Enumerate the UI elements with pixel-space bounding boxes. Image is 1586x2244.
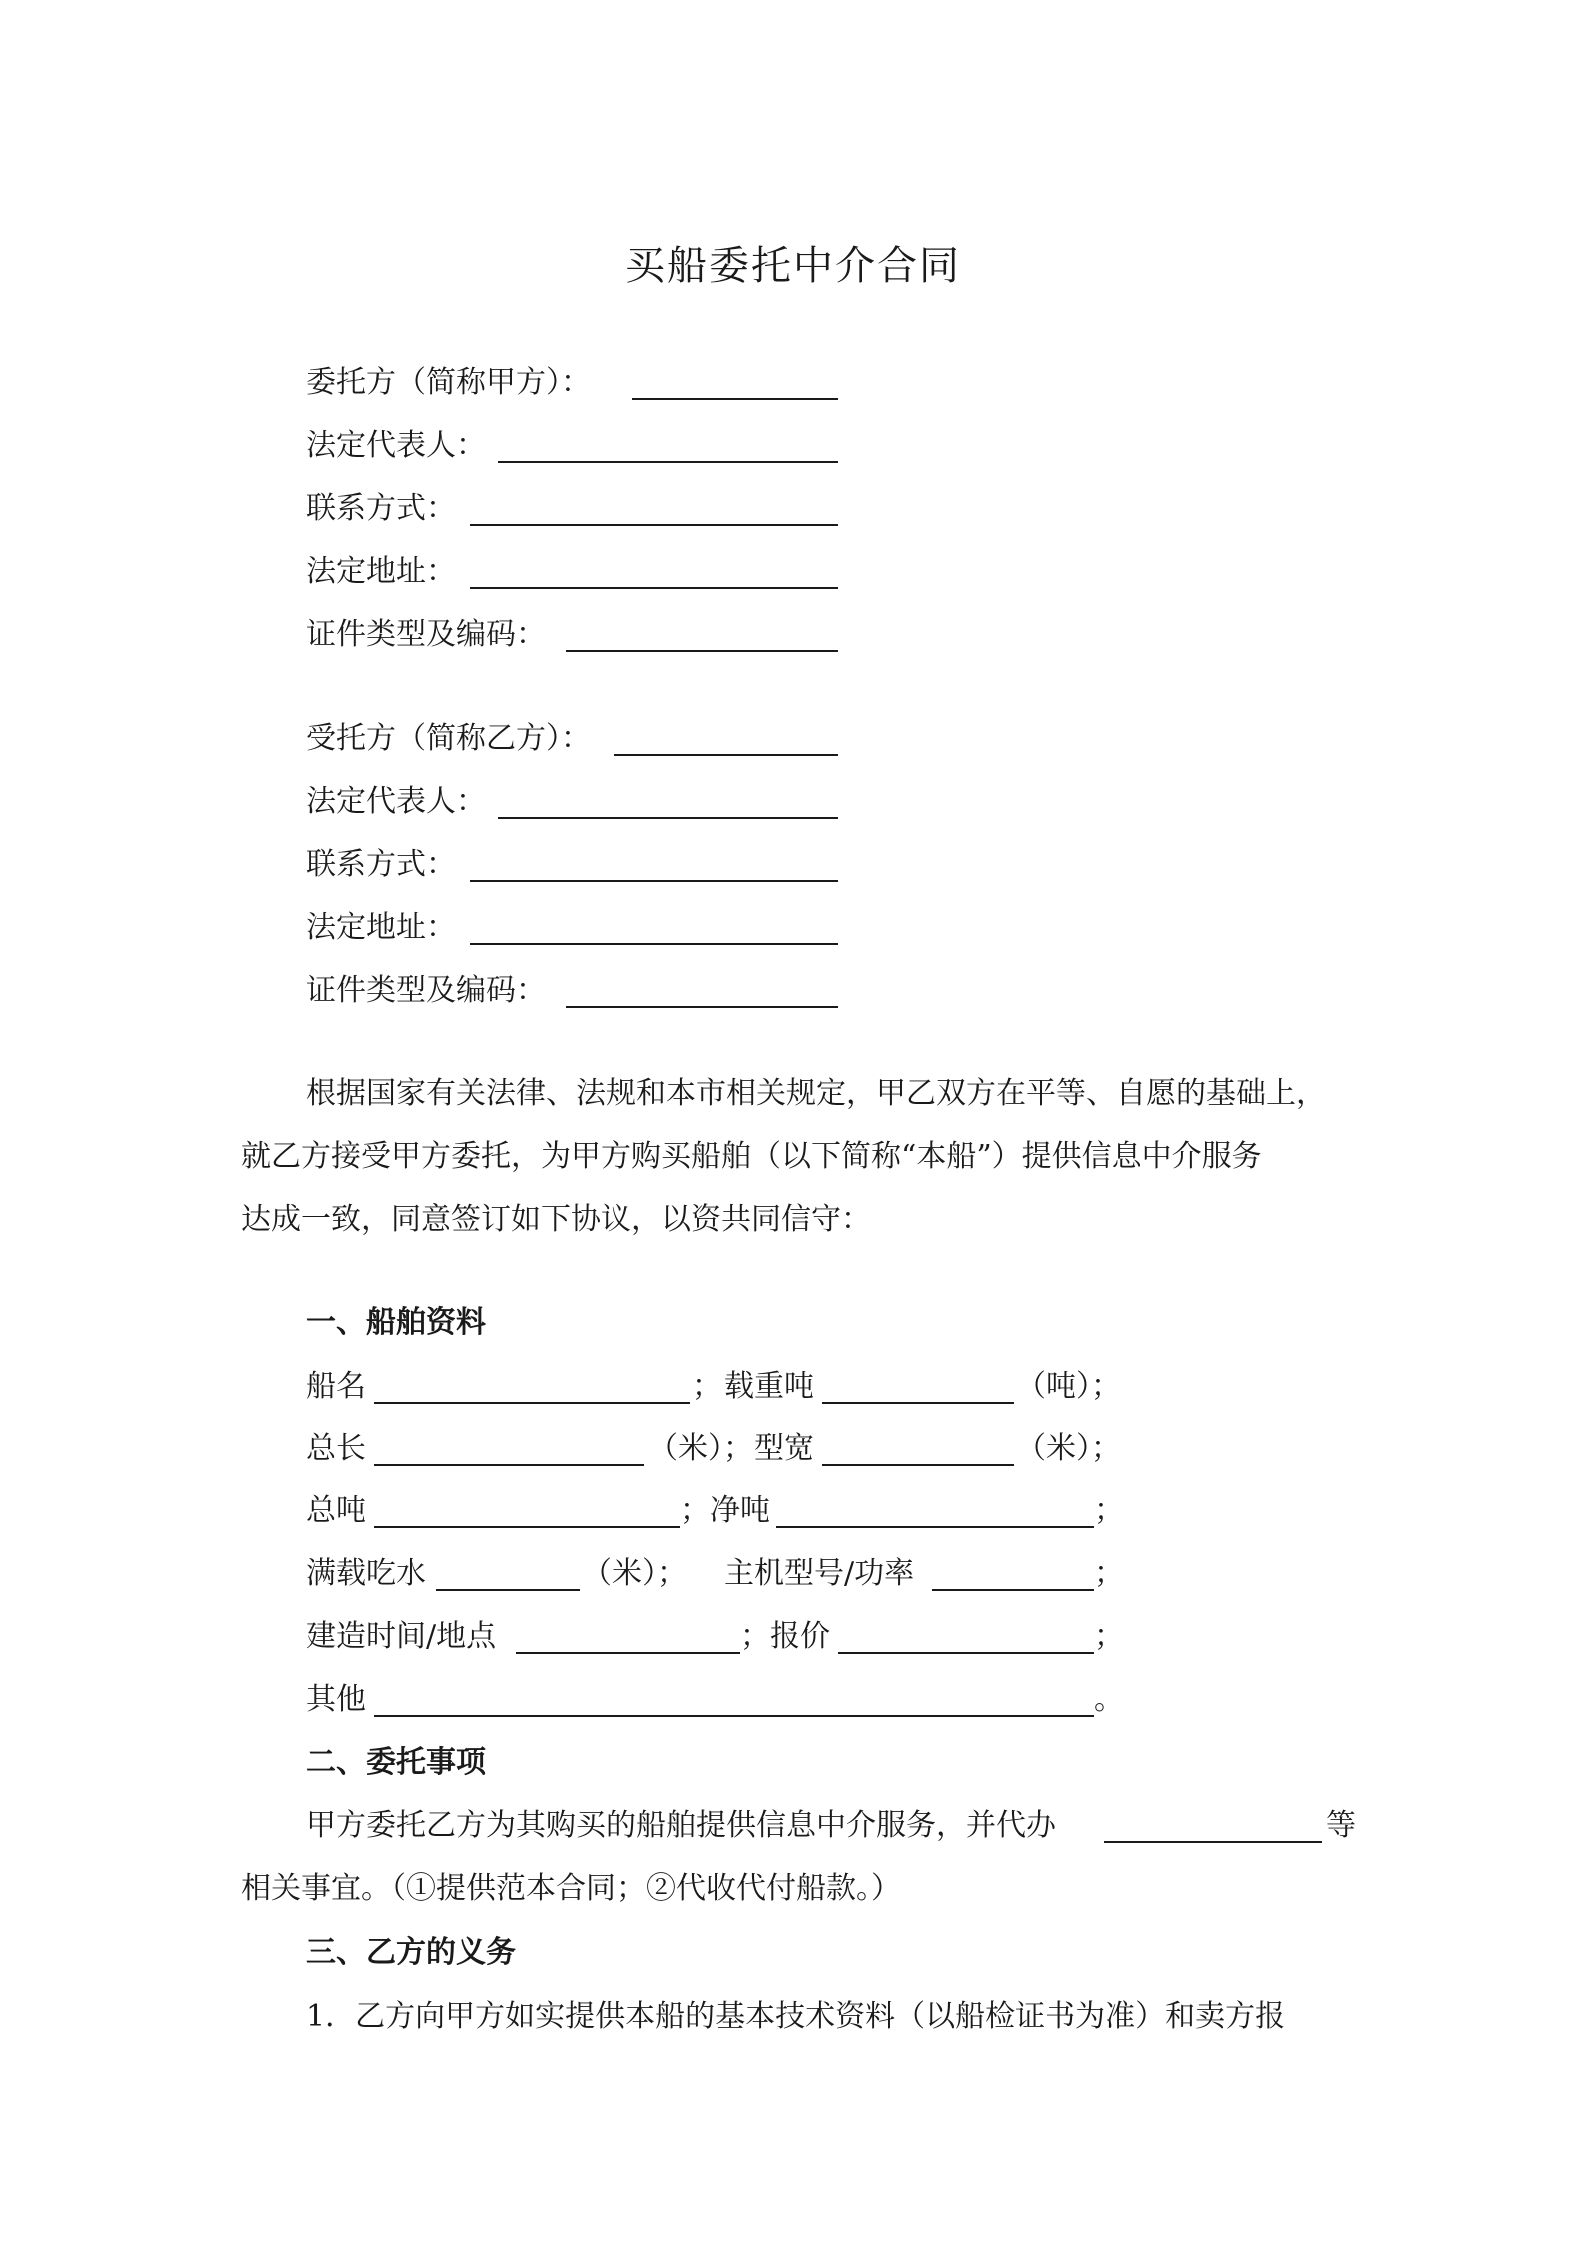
party-a-label: 委托方（简称甲方）： (306, 365, 591, 400)
loa-label: 总长 (306, 1431, 366, 1466)
other-blank[interactable] (374, 1715, 1094, 1717)
section-1-heading: 一、船舶资料 (306, 1305, 486, 1340)
sep-1: ； (692, 1369, 722, 1404)
beam-unit: （米）； (1016, 1431, 1121, 1466)
nt-label: 净吨 (710, 1493, 770, 1528)
preamble-line-3: 达成一致，同意签订如下协议，以资共同信守： (241, 1202, 871, 1237)
built-blank[interactable] (516, 1652, 740, 1654)
engine-end: ； (1094, 1556, 1124, 1591)
section-3-item-1: 1．乙方向甲方如实提供本船的基本技术资料（以船检证书为准）和卖方报 (306, 1999, 1286, 2034)
party-a-id-label: 证件类型及编码： (306, 617, 546, 652)
party-a-address-blank[interactable] (470, 587, 838, 589)
sep-3: ； (740, 1619, 770, 1654)
loa-unit: （米）； (648, 1431, 753, 1466)
sep-2: ； (680, 1493, 710, 1528)
draft-blank[interactable] (436, 1589, 580, 1591)
other-label: 其他 (306, 1682, 366, 1717)
party-b-id-blank[interactable] (566, 1006, 838, 1008)
section-2-line-1: 甲方委托乙方为其购买的船舶提供信息中介服务，并代办 (306, 1808, 1056, 1843)
section-2-line-1-end: 等 (1326, 1808, 1356, 1843)
document-title: 买船委托中介合同 (625, 243, 961, 289)
section-3-heading: 三、乙方的义务 (306, 1935, 516, 1970)
nt-blank[interactable] (776, 1526, 1094, 1528)
price-end: ； (1094, 1619, 1124, 1654)
party-a-rep-label: 法定代表人： (306, 428, 486, 463)
beam-label: 型宽 (754, 1431, 814, 1466)
party-b-contact-blank[interactable] (470, 880, 838, 882)
section-2-blank[interactable] (1104, 1841, 1322, 1843)
party-b-blank[interactable] (614, 754, 838, 756)
draft-unit: （米）； (582, 1556, 687, 1591)
party-a-rep-blank[interactable] (498, 461, 838, 463)
party-a-contact-label: 联系方式： (306, 491, 456, 526)
preamble-line-2: 就乙方接受甲方委托，为甲方购买船舶（以下简称“本船”）提供信息中介服务 (241, 1139, 1262, 1174)
party-b-contact-label: 联系方式： (306, 847, 456, 882)
party-b-address-blank[interactable] (470, 943, 838, 945)
beam-blank[interactable] (822, 1464, 1014, 1466)
engine-label: 主机型号/功率 (724, 1556, 915, 1591)
loa-blank[interactable] (374, 1464, 644, 1466)
draft-label: 满载吃水 (306, 1556, 426, 1591)
price-blank[interactable] (838, 1652, 1094, 1654)
preamble-line-1: 根据国家有关法律、法规和本市相关规定，甲乙双方在平等、自愿的基础上， (306, 1076, 1326, 1111)
party-a-blank[interactable] (632, 398, 838, 400)
party-b-id-label: 证件类型及编码： (306, 973, 546, 1008)
party-b-label: 受托方（简称乙方）： (306, 721, 591, 756)
engine-blank[interactable] (932, 1589, 1094, 1591)
party-a-contact-blank[interactable] (470, 524, 838, 526)
party-b-address-label: 法定地址： (306, 910, 456, 945)
party-b-rep-label: 法定代表人： (306, 784, 486, 819)
other-end: 。 (1094, 1682, 1124, 1717)
dwt-label: 载重吨 (724, 1369, 814, 1404)
party-a-id-blank[interactable] (566, 650, 838, 652)
party-b-rep-blank[interactable] (498, 817, 838, 819)
section-2-line-2: 相关事宜。（①提供范本合同；②代收代付船款。） (241, 1871, 901, 1906)
dwt-unit: （吨）； (1016, 1369, 1121, 1404)
dwt-blank[interactable] (822, 1402, 1014, 1404)
gt-label: 总吨 (306, 1493, 366, 1528)
ship-name-label: 船名 (306, 1369, 366, 1404)
built-label: 建造时间/地点 (306, 1619, 497, 1654)
nt-end: ； (1094, 1493, 1124, 1528)
section-2-heading: 二、委托事项 (306, 1745, 486, 1780)
ship-name-blank[interactable] (374, 1402, 690, 1404)
price-label: 报价 (770, 1619, 830, 1654)
party-a-address-label: 法定地址： (306, 554, 456, 589)
gt-blank[interactable] (374, 1526, 680, 1528)
